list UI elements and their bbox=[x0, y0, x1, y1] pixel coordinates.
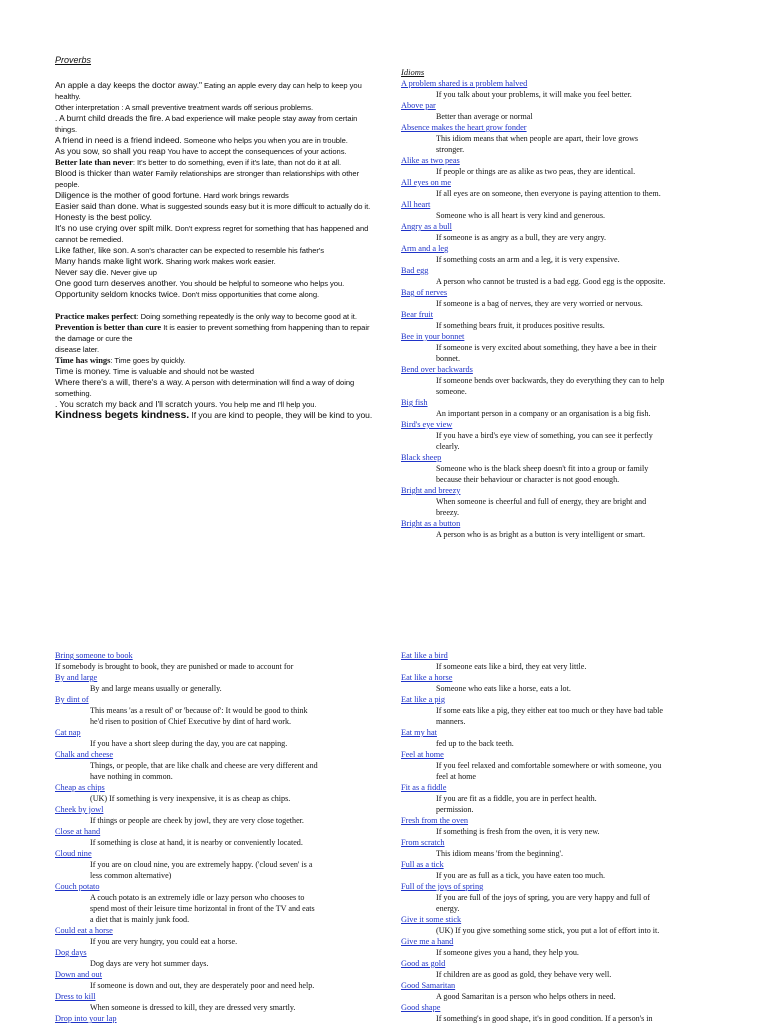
idiom-definition: If you are very hungry, you could eat a horse. bbox=[90, 937, 238, 946]
idiom-entry bbox=[401, 749, 721, 782]
idiom-definition: This idiom means that when people are apart, their love grows bbox=[436, 134, 639, 143]
proverb-meaning: Never give up bbox=[108, 268, 157, 277]
proverb-text: Practice makes perfect bbox=[55, 311, 137, 321]
idiom-definition: Someone who is the black sheep doesn't fit into a group or family bbox=[436, 464, 649, 473]
proverb-text: One good turn deserves another. bbox=[55, 278, 178, 288]
idiom-entry bbox=[401, 265, 701, 287]
idiom-definition: A couch potato is an extremely idle or lazy person who chooses to bbox=[90, 893, 305, 902]
idiom-definition: An important person in a company or an organisation is a big fish. bbox=[436, 409, 651, 418]
idiom-entry bbox=[401, 243, 701, 265]
idiom-definition: If you have a short sleep during the day, you are cat napping. bbox=[90, 739, 288, 748]
idiom-entry bbox=[401, 155, 701, 177]
proverb-meaning: A son's character can be expected to resemble his father's bbox=[129, 246, 324, 255]
idiom-link[interactable]: Dog days bbox=[55, 948, 87, 957]
idiom-link[interactable]: By and large bbox=[55, 673, 98, 682]
idiom-link[interactable]: Alike as two peas bbox=[401, 156, 460, 165]
proverb-meaning: It is easier to prevent something from happening than to repair the damage or cure the bbox=[55, 323, 370, 343]
idiom-link[interactable]: Cheap as chips bbox=[55, 783, 105, 792]
proverb-item bbox=[55, 245, 373, 256]
idiom-definition: feel at home bbox=[436, 772, 476, 781]
proverb-text: Like father, like son. bbox=[55, 245, 130, 255]
idiom-definition: spend most of their leisure time horizontal in front of the TV and eats bbox=[90, 904, 315, 913]
idiom-entry bbox=[401, 980, 721, 1002]
idiom-definition: Better than average or normal bbox=[436, 112, 533, 121]
idiom-entry bbox=[401, 1002, 721, 1024]
idiom-entry bbox=[55, 991, 373, 1013]
proverb-item bbox=[55, 289, 373, 300]
idiom-definition: (UK) If you give something some stick, you put a lot of effort into it. bbox=[436, 926, 660, 935]
idioms-list-c bbox=[401, 650, 721, 1024]
idiom-link[interactable]: Absence makes the heart grow fonder bbox=[401, 123, 527, 132]
idiom-definition: A person who is as bright as a button is very intelligent or smart. bbox=[436, 530, 646, 539]
proverb-meaning: You have to accept the consequences of your actions. bbox=[165, 147, 347, 156]
idiom-link[interactable]: All heart bbox=[401, 200, 431, 209]
proverb-item bbox=[55, 322, 373, 344]
idiom-link[interactable]: Could eat a horse bbox=[55, 926, 113, 935]
idiom-entry bbox=[55, 727, 373, 749]
idiom-entry bbox=[55, 1013, 373, 1024]
idiom-definition: If children are as good as gold, they behave very well. bbox=[436, 970, 612, 979]
idiom-definition: (UK) If something is very inexpensive, it is as cheap as chips. bbox=[90, 794, 291, 803]
idiom-entry bbox=[55, 782, 373, 804]
idiom-definition: If all eyes are on someone, then everyone is paying attention to them. bbox=[436, 189, 661, 198]
proverb-item bbox=[55, 355, 373, 366]
idiom-definition: If some eats like a pig, they either eat too much or they have bad table bbox=[436, 706, 663, 715]
proverb-item bbox=[55, 168, 373, 190]
idiom-definition: If someone bends over backwards, they do everything they can to help bbox=[436, 376, 665, 385]
idiom-definition: If something bears fruit, it produces positive results. bbox=[436, 321, 605, 330]
idiom-entry bbox=[401, 650, 721, 672]
proverb-item bbox=[55, 146, 373, 157]
idiom-definition: A person who cannot be trusted is a bad egg. Good egg is the opposite. bbox=[436, 277, 666, 286]
proverb-item bbox=[55, 410, 373, 421]
idiom-link[interactable]: Fit as a fiddle bbox=[401, 783, 447, 792]
idiom-entry bbox=[401, 221, 701, 243]
idiom-entry bbox=[55, 804, 373, 826]
idiom-link[interactable]: All eyes on me bbox=[401, 178, 452, 187]
proverb-item bbox=[55, 344, 373, 355]
proverb-item bbox=[55, 190, 373, 201]
idiom-link[interactable]: Arm and a leg bbox=[401, 244, 449, 253]
idiom-link[interactable]: Bend over backwards bbox=[401, 365, 473, 374]
idiom-entry bbox=[401, 914, 721, 936]
idiom-definition: If someone eats like a bird, they eat very little. bbox=[436, 662, 587, 671]
proverb-text: Where there's a will, there's a way. bbox=[55, 377, 184, 387]
spacer bbox=[55, 300, 373, 311]
idiom-link[interactable]: Eat like a pig bbox=[401, 695, 446, 704]
idiom-link[interactable]: Bad egg bbox=[401, 266, 429, 275]
idiom-link[interactable]: Eat my hat bbox=[401, 728, 437, 737]
idiom-link[interactable]: Give me a hand bbox=[401, 937, 454, 946]
idiom-definition: clearly. bbox=[436, 442, 460, 451]
idioms-list-a bbox=[401, 78, 701, 540]
proverb-meaning: A bad experience will make people stay away from certain things. bbox=[55, 114, 358, 134]
idiom-entry bbox=[401, 78, 701, 100]
idiom-definition: If somebody is brought to book, they are punished or made to account for bbox=[55, 662, 294, 671]
proverb-meaning: You help me and I'll help you. bbox=[217, 400, 317, 409]
idiom-link[interactable]: Black sheep bbox=[401, 453, 442, 462]
idiom-entry bbox=[55, 694, 373, 727]
proverb-item bbox=[55, 278, 373, 289]
proverb-meaning: disease later. bbox=[55, 345, 100, 354]
proverb-text: Prevention is better than cure bbox=[55, 322, 162, 332]
idiom-entry bbox=[55, 925, 373, 947]
idiom-entry bbox=[401, 309, 701, 331]
idioms-section-a bbox=[401, 67, 701, 557]
idiom-definition: By and large means usually or generally. bbox=[90, 684, 222, 693]
proverb-meaning: Time is valuable and should not be wasted bbox=[110, 367, 255, 376]
idiom-link[interactable]: Good shape bbox=[401, 1003, 441, 1012]
idiom-entry bbox=[401, 287, 701, 309]
idiom-definition: someone. bbox=[436, 387, 467, 396]
proverb-item bbox=[55, 157, 373, 168]
idiom-link[interactable]: Chalk and cheese bbox=[55, 750, 114, 759]
idiom-link[interactable]: Good as gold bbox=[401, 959, 446, 968]
idiom-entry bbox=[401, 881, 721, 914]
idiom-link[interactable]: Bright as a button bbox=[401, 519, 461, 528]
proverb-meaning: What is suggested sounds easy but it is more difficult to actually do it. bbox=[138, 202, 371, 211]
proverb-meaning: You should be helpful to someone who helps you. bbox=[177, 279, 345, 288]
proverb-meaning: Don't express regret for something that has happened and cannot be remedied. bbox=[55, 224, 369, 244]
proverb-text: An apple a day keeps the doctor away." bbox=[55, 80, 202, 90]
idiom-definition: stronger. bbox=[436, 145, 465, 154]
proverb-meaning: Eating an apple every day can help to keep you healthy. bbox=[55, 81, 362, 101]
idiom-definition: have nothing in common. bbox=[90, 772, 173, 781]
idiom-link[interactable]: Close at hand bbox=[55, 827, 101, 836]
idiom-definition: because their behaviour or character is not good enough. bbox=[436, 475, 620, 484]
idiom-entry bbox=[401, 958, 721, 980]
idiom-entry bbox=[401, 364, 701, 397]
idiom-definition: If things or people are cheek by jowl, they are very close together. bbox=[90, 816, 304, 825]
proverb-text: Never say die. bbox=[55, 267, 109, 277]
proverb-meaning: Hard work brings rewards bbox=[201, 191, 289, 200]
idiom-definition: If someone gives you a hand, they help you. bbox=[436, 948, 579, 957]
idiom-entry bbox=[401, 452, 701, 485]
idiom-link[interactable]: Give it some stick bbox=[401, 915, 462, 924]
proverbs-section bbox=[55, 55, 373, 525]
idiom-link[interactable]: Bear fruit bbox=[401, 310, 434, 319]
idiom-definition: a diet that is mainly junk food. bbox=[90, 915, 190, 924]
proverb-item bbox=[55, 366, 373, 377]
idiom-definition: If someone is very excited about something, they have a bee in their bbox=[436, 343, 657, 352]
proverb-text: It's no use crying over spilt milk. bbox=[55, 223, 173, 233]
idiom-definition: If something is fresh from the oven, it is very new. bbox=[436, 827, 600, 836]
proverb-meaning: : Doing something repeatedly is the only way to become good at it. bbox=[136, 312, 357, 321]
idiom-definition: If you are on cloud nine, you are extremely happy. ('cloud seven' is a bbox=[90, 860, 313, 869]
idioms-section-c bbox=[401, 650, 721, 1024]
idiom-link[interactable]: From scratch bbox=[401, 838, 445, 847]
idiom-definition: This idiom means 'from the beginning'. bbox=[436, 849, 564, 858]
idiom-entry bbox=[401, 397, 701, 419]
idiom-entry bbox=[55, 672, 373, 694]
idioms-list-b bbox=[55, 650, 373, 1024]
proverb-meaning: Don't miss opportunities that come along. bbox=[180, 290, 320, 299]
idioms-title: Idioms bbox=[401, 67, 425, 77]
proverb-text: Many hands make light work. bbox=[55, 256, 164, 266]
idiom-entry bbox=[401, 419, 701, 452]
idiom-link[interactable]: Bird's eye view bbox=[401, 420, 453, 429]
proverb-text: Diligence is the mother of good fortune. bbox=[55, 190, 202, 200]
proverb-meaning: Someone who helps you when you are in trouble. bbox=[181, 136, 348, 145]
proverb-meaning: Sharing work makes work easier. bbox=[163, 257, 276, 266]
proverb-text: Opportunity seldom knocks twice. bbox=[55, 289, 181, 299]
proverb-text: Time has wings bbox=[55, 355, 111, 365]
idiom-link[interactable]: By dint of bbox=[55, 695, 89, 704]
proverbs-title: Proverbs bbox=[55, 55, 92, 65]
proverb-text: Easier said than done. bbox=[55, 201, 139, 211]
proverb-item bbox=[55, 256, 373, 267]
idiom-definition: Someone who is all heart is very kind and generous. bbox=[436, 211, 606, 220]
idiom-link[interactable]: Eat like a horse bbox=[401, 673, 453, 682]
idiom-entry bbox=[55, 826, 373, 848]
proverb-text: As you sow, so shall you reap bbox=[55, 146, 166, 156]
idiom-entry bbox=[401, 782, 721, 815]
idiom-definition: less common alternative) bbox=[90, 871, 172, 880]
proverb-item bbox=[55, 311, 373, 322]
idiom-entry bbox=[401, 859, 721, 881]
proverb-item bbox=[55, 80, 373, 102]
proverb-text: Blood is thicker than water bbox=[55, 168, 154, 178]
idiom-entry bbox=[55, 749, 373, 782]
proverb-text: A friend in need is a friend indeed. bbox=[55, 135, 182, 145]
idiom-link[interactable]: Good Samaritan bbox=[401, 981, 456, 990]
idiom-link[interactable]: Bring someone to book bbox=[55, 651, 133, 660]
idiom-link[interactable]: Cat nap bbox=[55, 728, 81, 737]
idiom-entry bbox=[401, 837, 721, 859]
idiom-entry bbox=[401, 518, 701, 540]
idiom-definition: Someone who eats like a horse, eats a lot. bbox=[436, 684, 571, 693]
idiom-definition: If you feel relaxed and comfortable somewhere or with someone, you bbox=[436, 761, 662, 770]
proverb-item bbox=[55, 102, 373, 113]
proverb-text: . A burnt child dreads the fire. bbox=[55, 113, 164, 123]
proverb-text: Time is money. bbox=[55, 366, 111, 376]
idiom-link[interactable]: Eat like a bird bbox=[401, 651, 448, 660]
idiom-link[interactable]: Cheek by jowl bbox=[55, 805, 104, 814]
idiom-definition: breezy. bbox=[436, 508, 460, 517]
idiom-definition: If you are full of the joys of spring, you are very happy and full of bbox=[436, 893, 650, 902]
idiom-definition: Things, or people, that are like chalk and cheese are very different and bbox=[90, 761, 318, 770]
idiom-link[interactable]: Dress to kill bbox=[55, 992, 96, 1001]
idiom-definition: Dog days are very hot summer days. bbox=[90, 959, 209, 968]
idiom-definition: If you have a bird's eye view of something, you can see it perfectly bbox=[436, 431, 653, 440]
idiom-definition: manners. bbox=[436, 717, 466, 726]
idiom-entry bbox=[401, 331, 701, 364]
idiom-definition: If people or things are as alike as two peas, they are identical. bbox=[436, 167, 636, 176]
idiom-definition: If something's in good shape, it's in good condition. If a person's in bbox=[436, 1014, 653, 1023]
idiom-definition: If something is close at hand, it is nearby or conveniently located. bbox=[90, 838, 303, 847]
proverb-text: Kindness begets kindness. bbox=[55, 409, 190, 421]
idiom-link[interactable]: Down and out bbox=[55, 970, 103, 979]
idiom-entry bbox=[55, 848, 373, 881]
proverb-item bbox=[55, 212, 373, 223]
idiom-entry bbox=[401, 122, 701, 155]
proverb-item bbox=[55, 267, 373, 278]
idiom-entry bbox=[55, 969, 373, 991]
idiom-link[interactable]: Couch potato bbox=[55, 882, 100, 891]
idiom-definition: energy. bbox=[436, 904, 460, 913]
proverb-meaning: : It's better to do something, even if it's late, than not do it at all. bbox=[132, 158, 342, 167]
idiom-definition: he'd risen to position of Chief Executive by dint of hard work. bbox=[90, 717, 292, 726]
idiom-link[interactable]: Fresh from the oven bbox=[401, 816, 469, 825]
idiom-link[interactable]: Bright and breezy bbox=[401, 486, 461, 495]
idiom-definition: permission. bbox=[436, 805, 474, 814]
idiom-entry bbox=[401, 177, 701, 199]
proverb-meaning: : Time goes by quickly. bbox=[110, 356, 186, 365]
idiom-entry bbox=[401, 672, 721, 694]
idiom-link[interactable]: Bag of nerves bbox=[401, 288, 448, 297]
idiom-entry bbox=[55, 881, 373, 925]
idiom-link[interactable]: Drop into your lap bbox=[55, 1014, 117, 1023]
proverb-meaning: Other interpretation : A small preventive treatment wards off serious problems. bbox=[55, 103, 314, 112]
idioms-section-b bbox=[55, 650, 373, 1024]
proverbs-list bbox=[55, 80, 373, 421]
idiom-definition: If someone is a bag of nerves, they are very worried or nervous. bbox=[436, 299, 643, 308]
idiom-definition: bonnet. bbox=[436, 354, 461, 363]
idiom-entry bbox=[401, 815, 721, 837]
idiom-definition: If you are as full as a tick, you have eaten too much. bbox=[436, 871, 606, 880]
idiom-definition: If something costs an arm and a leg, it is very expensive. bbox=[436, 255, 620, 264]
idiom-entry bbox=[55, 650, 373, 672]
proverb-text: Better late than never bbox=[55, 157, 133, 167]
idiom-definition: A good Samaritan is a person who helps others in need. bbox=[436, 992, 616, 1001]
proverb-text: . You scratch my back and I'll scratch yours. bbox=[55, 399, 218, 409]
idiom-definition: This means 'as a result of' or 'because of': It would be good to think bbox=[90, 706, 308, 715]
proverb-meaning: A person with determination will find a way of doing something. bbox=[55, 378, 355, 398]
idiom-definition: If someone is as angry as a bull, they are very angry. bbox=[436, 233, 607, 242]
idiom-link[interactable]: Big fish bbox=[401, 398, 428, 407]
idiom-link[interactable]: Angry as a bull bbox=[401, 222, 452, 231]
idiom-definition: If you are fit as a fiddle, you are in perfect health. bbox=[436, 794, 597, 803]
idiom-link[interactable]: Bee in your bonnet bbox=[401, 332, 465, 341]
proverb-item bbox=[55, 377, 373, 399]
idiom-link[interactable]: Full of the joys of spring bbox=[401, 882, 484, 891]
proverb-item bbox=[55, 135, 373, 146]
idiom-entry bbox=[401, 199, 701, 221]
idiom-entry bbox=[401, 694, 721, 727]
proverb-meaning: If you are kind to people, they will be kind to you. bbox=[189, 410, 373, 420]
idiom-entry bbox=[401, 485, 701, 518]
idiom-definition: fed up to the back teeth. bbox=[436, 739, 514, 748]
proverb-item bbox=[55, 223, 373, 245]
proverb-meaning: Family relationships are stronger than relationships with other people. bbox=[55, 169, 360, 189]
idiom-entry bbox=[401, 727, 721, 749]
idiom-definition: If you talk about your problems, it will make you feel better. bbox=[436, 90, 632, 99]
idiom-link[interactable]: Cloud nine bbox=[55, 849, 92, 858]
idiom-link[interactable]: Full as a tick bbox=[401, 860, 444, 869]
idiom-definition: When someone is dressed to kill, they are dressed very smartly. bbox=[90, 1003, 296, 1012]
idiom-definition: If someone is down and out, they are desperately poor and need help. bbox=[90, 981, 315, 990]
idiom-link[interactable]: A problem shared is a problem halved bbox=[401, 79, 528, 88]
idiom-entry bbox=[401, 936, 721, 958]
proverb-text: Honesty is the best policy. bbox=[55, 212, 152, 222]
proverb-item bbox=[55, 201, 373, 212]
idiom-entry bbox=[401, 100, 701, 122]
idiom-definition: When someone is cheerful and full of energy, they are bright and bbox=[436, 497, 647, 506]
proverb-item bbox=[55, 113, 373, 135]
idiom-entry bbox=[55, 947, 373, 969]
idiom-link[interactable]: Above par bbox=[401, 101, 436, 110]
idiom-link[interactable]: Feel at home bbox=[401, 750, 444, 759]
